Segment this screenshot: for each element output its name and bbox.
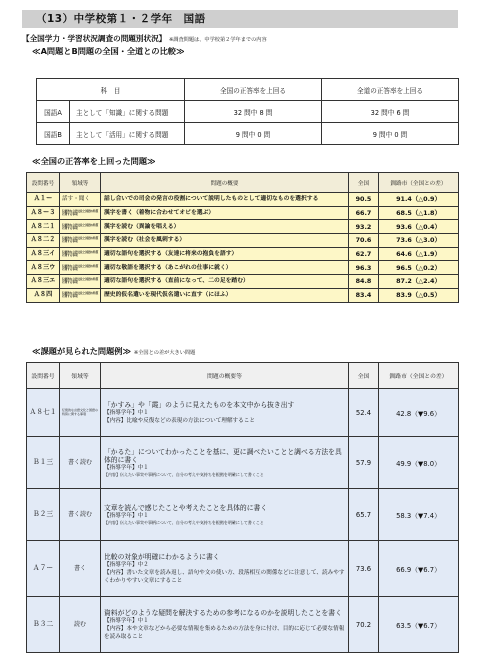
question-domain: 伝統的な言語文化と国語の特質に関する事項 [60,206,101,220]
table-row [27,220,459,234]
question-code: Ａ８ー３ [27,206,60,220]
summary-head: 資料がどのような疑問を解決するための参考になるのかを説明したことを書く [104,608,342,617]
question-domain: 伝統的な言語文化と国語の特質に関する事項 [60,261,101,275]
national-rate: 70.2 [349,597,379,653]
summary-grade: 【指導学年】中２ [104,561,149,568]
national-rate: 84.8 [349,275,379,289]
city-rate: 63.5（▼6.7） [379,597,459,653]
question-summary: 漢字を書く（着物に合わせてオビを選ぶ） [101,206,349,220]
question-domain: 伝統的な言語文化と国語の特質に関する事項 [60,288,101,302]
question-code: Ａ８七１ [27,389,60,437]
question-domain: 読む [60,597,101,653]
question-code: Ａ８二１ [27,220,60,234]
question-domain: 伝統的な言語文化と国語の特質に関する事項 [60,389,101,437]
question-domain: 話す・聞く [60,193,101,207]
table-row [27,261,459,275]
national-rate: 70.6 [349,234,379,248]
col-summary: 問題の概要等 [101,363,349,389]
col-national: 全国 [349,363,379,389]
question-domain: 伝統的な言語文化と国語の特質に関する事項 [60,234,101,248]
issue-table [26,362,459,653]
city-rate: 93.6（△0.4） [379,220,459,234]
city-rate: 83.9（△0.5） [379,288,459,302]
question-domain: 伝統的な言語文化と国語の特質に関する事項 [60,220,101,234]
question-summary [101,597,349,653]
section2-heading: ≪全国の正答率を上回った問題≫ [32,156,156,166]
col-domain: 領域等 [60,363,101,389]
table-header-row [27,363,459,389]
table-row [27,389,459,437]
hokkaido-count: 32 問中 6 問 [322,101,459,123]
summary-detail: 【内容】伝えたい事実や事柄について、自分の考えや気持ちを根拠を明確にして書くこと [104,520,264,525]
summary-detail: 【内容】比喩や反復などの表現の方法について理解すること [104,417,255,424]
table-row [27,288,459,302]
question-code: Ａ１ー [27,193,60,207]
question-summary: 適切な語句を選択する（直前になって、二の足を踏む） [101,275,349,289]
table-header-row [27,173,459,193]
question-domain: 伝統的な言語文化と国語の特質に関する事項 [60,275,101,289]
national-count: 32 問中 8 問 [185,101,322,123]
table-header-row [37,79,459,101]
table-row [27,275,459,289]
table-row [27,437,459,489]
question-summary: 漢字を読む（異論を唱える） [101,220,349,234]
section3-heading-note: ※全国との差が大きい問題 [133,350,196,356]
national-rate: 62.7 [349,247,379,261]
summary-head: 「かるた」についてわかったことを基に、更に調べたいことと調べる方法を具体的に書く [104,448,342,464]
national-rate: 57.9 [349,437,379,489]
col-city: 釧路市（全国との差） [379,173,459,193]
national-rate: 83.4 [349,288,379,302]
summary-head: 「かすみ」や「霞」のように見えたものを本文中から抜き出す [104,400,295,409]
question-summary [101,541,349,597]
city-rate: 73.6（△3.0） [379,234,459,248]
col-subject: 科 目 [37,79,185,101]
city-rate: 49.9（▼8.0） [379,437,459,489]
page-title: （13）中学校第１・２学年 国語 [22,10,458,28]
national-rate: 96.3 [349,261,379,275]
table-row [27,247,459,261]
question-code: Ｂ３二 [27,597,60,653]
subheading [22,33,267,44]
question-code: Ｂ２三 [27,489,60,541]
subject-desc: 主として「活用」に関する問題 [70,123,185,145]
national-count: 9 問中 0 問 [185,123,322,145]
hokkaido-count: 9 問中 0 問 [322,123,459,145]
table-row [27,597,459,653]
table-row [27,234,459,248]
summary-detail: 【内容】本や文章などから必要な情報を集めるための方法を身に付け、目的に応じて必要な情報を読み取ること [104,625,345,640]
question-code: Ａ８三ウ [27,261,60,275]
col-national: 全国の正答率を上回る [185,79,322,101]
question-summary: 適切な敬語を選択する（あこがれの仕事に就く） [101,261,349,275]
city-rate: 96.5（△0.2） [379,261,459,275]
question-domain: 書く [60,541,101,597]
city-rate: 58.3（▼7.4） [379,489,459,541]
above-national-table [26,172,459,303]
question-domain: 伝統的な言語文化と国語の特質に関する事項 [60,247,101,261]
question-summary: 適切な語句を選択する（友達に将来の抱負を語す） [101,247,349,261]
col-code: 設問番号 [27,363,60,389]
question-code: Ａ８四 [27,288,60,302]
col-national: 全国 [349,173,379,193]
question-domain: 書く読む [60,437,101,489]
col-summary: 問題の概要 [101,173,349,193]
question-summary [101,437,349,489]
comparison-table [36,78,459,145]
national-rate: 65.7 [349,489,379,541]
subheading-text: 【全国学力・学習状況調査の問題別状況】 [22,34,167,43]
section1-heading: ≪A問題とB問題の全国・全道との比較≫ [32,46,185,56]
question-code: Ａ８二２ [27,234,60,248]
question-summary: 漢字を読む（社会を風刺する） [101,234,349,248]
summary-detail: 【内容】書いた文章を読み返し、語句や文の使い方、段落相互の関係などに注意して、読みやすくわかりやすい文章にすること [104,569,345,584]
summary-grade: 【指導学年】中１ [104,465,149,471]
question-summary [101,389,349,437]
subheading-note: ※調査問題は、中学校第２学年までの内容 [168,37,267,43]
city-rate: 66.9（▼6.7） [379,541,459,597]
national-rate: 90.5 [349,193,379,207]
summary-head: 文章を読んで感じたことや考えたことを具体的に書く [104,504,268,512]
city-rate: 42.8（▼9.6） [379,389,459,437]
section3-heading [32,346,195,357]
col-code: 設問番号 [27,173,60,193]
city-rate: 87.2（△2.4） [379,275,459,289]
summary-head: 比較の対象が明確にわかるように書く [104,552,220,561]
subject-name: 国語B [37,123,70,145]
col-city: 釧路市（全国との差） [379,363,459,389]
table-row [27,206,459,220]
question-domain: 書く読む [60,489,101,541]
summary-grade: 【指導学年】中１ [104,513,149,519]
summary-detail: 【内容】伝えたい事実や事柄について、自分の考えや気持ちを根拠を明確にして書くこと [104,472,264,477]
city-rate: 91.4（△0.9） [379,193,459,207]
summary-grade: 【指導学年】中１ [104,409,149,416]
national-rate: 73.6 [349,541,379,597]
question-summary [101,489,349,541]
city-rate: 64.6（△1.9） [379,247,459,261]
table-row [37,123,459,145]
subject-desc: 主として「知識」に関する問題 [70,101,185,123]
question-code: Ａ７ー [27,541,60,597]
col-domain: 領域等 [60,173,101,193]
national-rate: 52.4 [349,389,379,437]
question-summary: 話し合いでの司会の発言の役割について説明したものとして適切なものを選択する [101,193,349,207]
national-rate: 93.2 [349,220,379,234]
national-rate: 66.7 [349,206,379,220]
col-hokkaido: 全道の正答率を上回る [322,79,459,101]
subject-name: 国語A [37,101,70,123]
page [22,10,458,640]
question-code: Ｂ１三 [27,437,60,489]
table-row [27,489,459,541]
city-rate: 68.5（△1.8） [379,206,459,220]
question-code: Ａ８三エ [27,275,60,289]
question-code: Ａ８三イ [27,247,60,261]
question-summary: 歴史的仮名遣いを現代仮名遣いに直す（にほふ） [101,288,349,302]
table-row [37,101,459,123]
table-row [27,541,459,597]
table-row [27,193,459,207]
summary-grade: 【指導学年】中１ [104,617,149,624]
section3-heading-text: ≪課題が見られた問題例≫ [32,346,132,356]
